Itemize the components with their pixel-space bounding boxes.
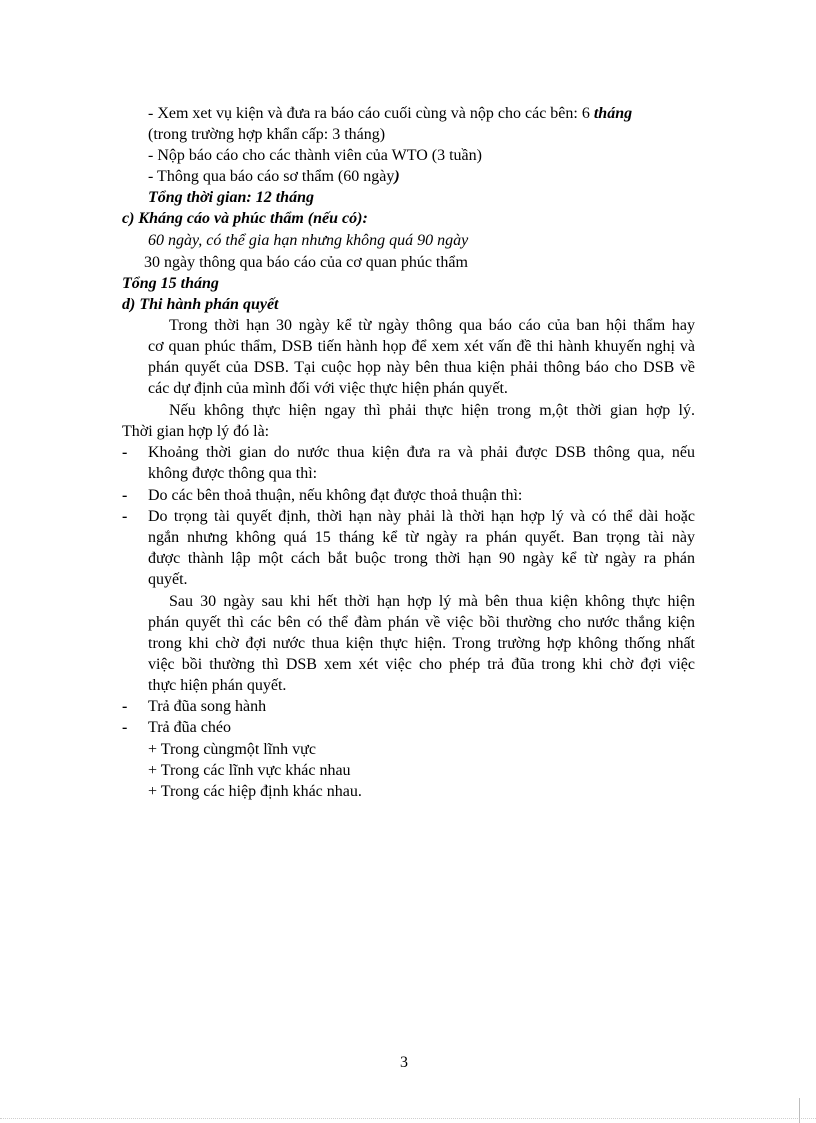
sub-item-same-field: + Trong cùngmột lĩnh vực bbox=[148, 741, 316, 758]
review-total: Tổng thời gian: 12 tháng bbox=[148, 189, 314, 206]
review-line-3: - Nộp báo cáo cho các thành viên của WTO (3 tuần) bbox=[148, 147, 482, 164]
review-line-1-emphasis: tháng bbox=[593, 105, 633, 122]
enforce-p3-line-5: thực hiện phán quyết. bbox=[148, 677, 287, 694]
bullet-3-line-1: Do trọng tài quyết định, thời hạn này phải là thời hạn hợp lý và có thể dài hoặc bbox=[148, 508, 695, 525]
page-bottom-rule bbox=[0, 1118, 816, 1119]
bullet-2-line-1: Do các bên thoả thuận, nếu không đạt được thoả thuận thì: bbox=[148, 487, 523, 504]
sub-item-different-fields: + Trong các lĩnh vực khác nhau bbox=[148, 762, 351, 779]
review-line-4 bbox=[148, 167, 400, 187]
retaliation-item-cross: Trả đũa chéo bbox=[148, 719, 231, 736]
appeal-heading: c) Kháng cáo và phúc thẩm (nếu có): bbox=[122, 210, 368, 227]
bullet-dash: - bbox=[122, 487, 128, 504]
appeal-line-1: 60 ngày, có thể gia hạn nhưng không quá 90 ngày bbox=[148, 232, 469, 249]
enforce-p1-line-2: cơ quan phúc thẩm, DSB tiến hành họp để xem xét vấn đề thi hành khuyến nghị và bbox=[148, 338, 695, 355]
enforce-p1-line-4: các dự định của mình đối với việc thực hiện phán quyết. bbox=[148, 380, 508, 397]
sub-item-different-agreements: + Trong các hiệp định khác nhau. bbox=[148, 783, 362, 800]
review-line-1-text: - Xem xet vụ kiện và đưa ra báo cáo cuối cùng và nộp cho các bên: 6 bbox=[148, 105, 594, 122]
enforce-heading: d) Thi hành phán quyết bbox=[122, 296, 279, 313]
page-edge-mark bbox=[799, 1098, 800, 1123]
enforce-p1-line-3: phán quyết của DSB. Tại cuộc họp này bên thua kiện phải thông báo cho DSB về bbox=[148, 359, 695, 376]
review-line-4-emphasis: ) bbox=[394, 168, 400, 185]
review-line-2: (trong trường hợp khẩn cấp: 3 tháng) bbox=[148, 126, 386, 143]
retaliation-item-parallel: Trả đũa song hành bbox=[148, 698, 267, 715]
enforce-p3-line-3: trong khi chờ đợi nước thua kiện thực hiện. Trong trường hợp không thống nhất bbox=[148, 635, 695, 652]
bullet-3-line-4: quyết. bbox=[148, 571, 188, 588]
bullet-3-line-2: ngắn nhưng không quá 15 tháng kể từ ngày ra phán quyết. Ban trọng tài này bbox=[148, 529, 695, 546]
enforce-p3-line-2: phán quyết thì các bên có thể đàm phán về việc bồi thường cho nước thắng kiện bbox=[148, 614, 695, 631]
bullet-dash: - bbox=[122, 508, 128, 525]
bullet-3-line-3: được thành lập một cách bắt buộc trong thời hạn 90 ngày kể từ ngày ra phán bbox=[148, 550, 695, 567]
bullet-dash: - bbox=[122, 698, 128, 715]
enforce-p3-line-1: Sau 30 ngày sau khi hết thời hạn hợp lý mà bên thua kiện không thực hiện bbox=[169, 593, 695, 610]
enforce-p2-line-1: Nếu không thực hiện ngay thì phải thực hiện trong m,ột thời gian hợp lý. bbox=[169, 402, 695, 419]
bullet-dash: - bbox=[122, 719, 128, 736]
enforce-p1-line-1: Trong thời hạn 30 ngày kể từ ngày thông qua báo cáo của ban hội thẩm hay bbox=[169, 317, 695, 334]
review-line-1 bbox=[148, 104, 632, 124]
review-line-4-text: - Thông qua báo cáo sơ thẩm (60 ngày bbox=[148, 168, 395, 185]
enforce-p3-line-4: việc bồi thường thì DSB xem xét việc cho phép trả đũa trong khi chờ đợi việc bbox=[148, 656, 695, 673]
bullet-dash: - bbox=[122, 444, 128, 461]
bullet-1-line-1: Khoảng thời gian do nước thua kiện đưa ra và phải được DSB thông qua, nếu bbox=[148, 444, 695, 461]
appeal-line-2: 30 ngày thông qua báo cáo của cơ quan phúc thẩm bbox=[144, 254, 468, 271]
appeal-total: Tổng 15 tháng bbox=[122, 275, 219, 292]
page-number: 3 bbox=[400, 1054, 408, 1071]
bullet-1-line-2: không được thông qua thì: bbox=[148, 465, 318, 482]
enforce-p2-line-2: Thời gian hợp lý đó là: bbox=[122, 423, 270, 440]
